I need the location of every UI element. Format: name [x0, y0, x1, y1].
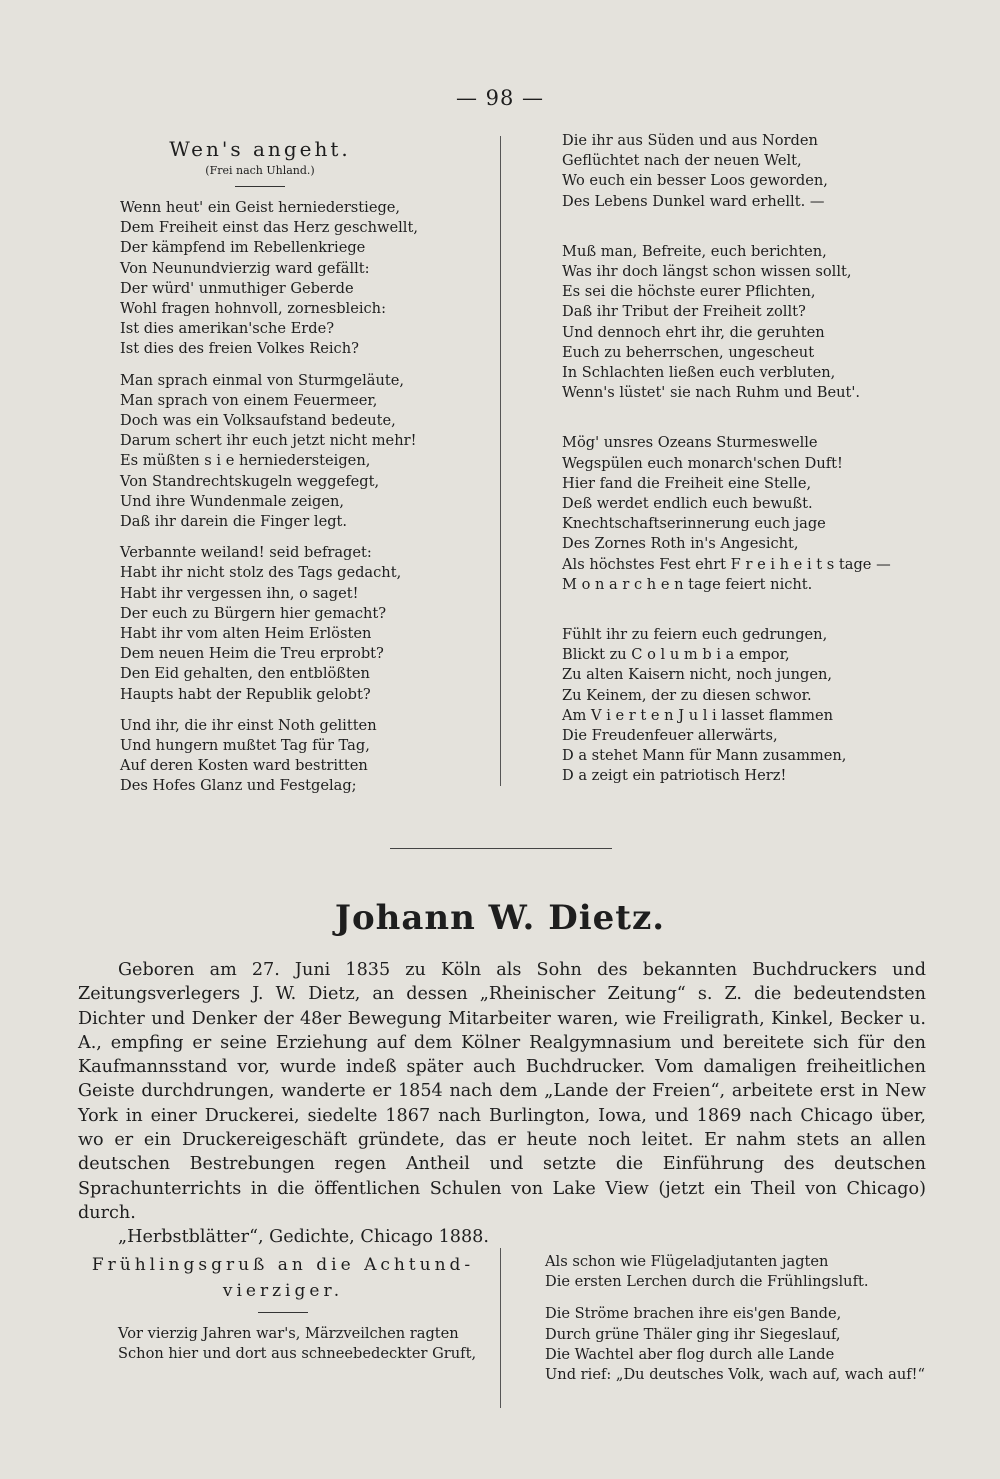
verse-line: D a stehet Mann für Mann zusammen,: [562, 747, 847, 765]
verse-line: Habt ihr vergessen ihn, o saget!: [120, 584, 359, 602]
stanza: [545, 1252, 945, 1292]
stanza: [120, 543, 400, 705]
poem2-title-line1: Frühlingsgruß an die Achtund-: [91, 1255, 475, 1275]
verse-line: Den Eid gehalten, den entblößten: [120, 665, 370, 683]
verse-line: Deß werdet endlich euch bewußt.: [562, 495, 813, 513]
poem1-right-column: [562, 131, 891, 798]
verse-line: Des Hofes Glanz und Festgelag;: [120, 777, 357, 795]
stanza: [120, 371, 417, 533]
poem1-subtitle: (Frei nach Uhland.): [205, 164, 315, 177]
verse-line: Es sei die höchste eurer Pflichten,: [562, 283, 816, 301]
verse-line: Der euch zu Bürgern hier gemacht?: [120, 604, 387, 622]
verse-line: Des Lebens Dunkel ward erhellt. —: [562, 192, 825, 210]
bio-source: „Herbstblätter“, Gedichte, Chicago 1888.: [118, 1227, 489, 1248]
poem2-title-line2: vierziger.: [222, 1281, 344, 1301]
stanza: [120, 716, 400, 797]
verse-line: D a zeigt ein patriotisch Herz!: [562, 767, 787, 785]
verse-line: Was ihr doch längst schon wissen sollt,: [562, 263, 852, 281]
stanza: [562, 242, 882, 404]
verse-line: Daß ihr darein die Finger legt.: [120, 513, 348, 531]
verse-line: Fühlt ihr zu feiern euch gedrungen,: [562, 626, 828, 644]
column-divider: [500, 136, 501, 786]
verse-line: Als höchstes Fest ehrt F r e i h e i t s tage —: [562, 555, 891, 573]
stanza: [120, 198, 418, 360]
verse-line: Vor vierzig Jahren war's, Märzveilchen ragten: [118, 1325, 459, 1342]
section-divider: [390, 848, 612, 849]
title-rule: [258, 1312, 308, 1313]
verse-line: Darum schert ihr euch jetzt nicht mehr!: [120, 432, 417, 450]
verse-line: Schon hier und dort aus schneebedeckter Gruft,: [118, 1345, 477, 1363]
verse-line: Man sprach einmal von Sturmgeläute,: [120, 371, 404, 389]
verse-line: Man sprach von einem Feuermeer,: [120, 391, 378, 409]
verse-line: Daß ihr Tribut der Freiheit zollt?: [562, 303, 806, 321]
verse-line: Die ihr aus Süden und aus Norden: [562, 132, 818, 149]
verse-line: Wo euch ein besser Loos geworden,: [562, 172, 828, 190]
poem1-title: Wen's angeht.: [169, 137, 351, 161]
verse-line: Habt ihr nicht stolz des Tags gedacht,: [120, 564, 402, 582]
column-divider: [500, 1248, 501, 1408]
poem1-left-column: [120, 136, 418, 808]
stanza: [562, 131, 882, 212]
verse-line: Blickt zu C o l u m b i a empor,: [562, 646, 790, 664]
verse-line: Und ihre Wundenmale zeigen,: [120, 492, 345, 510]
verse-line: Ist dies des freien Volkes Reich?: [120, 340, 359, 358]
verse-line: Wenn's lüstet' sie nach Ruhm und Beut'.: [562, 384, 861, 402]
verse-line: Haupts habt der Republik gelobt?: [120, 685, 371, 703]
bio-paragraph: Geboren am 27. Juni 1835 zu Köln als Sohn des bekannten Buchdruckers und Zeitungsverlegers J. W. Dietz, an dessen „Rheinischer Zeitung“ s. Z. die bedeutendsten Dichter und Denker der 48er Bewegung Mitarbeiter waren, wie Freiligrath, Kinkel, Becker u. A., empfing er seine Erziehung auf dem Kölner Realgymnasium und bereitete sich für den Kaufmannsstand vor, wurde indeß später auch Buchdrucker. Vom damaligen freiheitlichen Geiste durchdrungen, wanderte er 1854 nach dem „Lande der Freien“, arbeitete erst in New York in einer Druckerei, siedelte 1867 nach Burlington, Iowa, und 1869 nach Chicago über, wo er ein Druckereigeschäft gründete, das er heute noch leitet. Er nahm stets an allen deutschen Bestrebungen regen Antheil und setzte die Einführung des deutschen Sprachunterrichts in die öffentlichen Schulen von Lake View (jetzt ein Theil von Chicago) durch.: [78, 960, 926, 1223]
verse-line: Am V i e r t e n J u l i lasset flammen: [562, 706, 833, 724]
stanza: [562, 433, 891, 595]
verse-line: Hier fand die Freiheit eine Stelle,: [562, 474, 812, 492]
verse-line: Die Ströme brachen ihre eis'gen Bande,: [545, 1305, 842, 1323]
verse-line: Knechtschaftserinnerung euch jage: [562, 515, 826, 533]
verse-line: Geflüchtet nach der neuen Welt,: [562, 152, 802, 170]
verse-line: Dem Freiheit einst das Herz geschwellt,: [120, 219, 418, 237]
verse-line: Verbannte weiland! seid befraget:: [120, 544, 372, 562]
verse-line: Wegspülen euch monarch'schen Duft!: [562, 454, 843, 472]
verse-line: Die Wachtel aber flog durch alle Lande: [545, 1345, 835, 1363]
verse-line: Und dennoch ehrt ihr, die geruhten: [562, 323, 825, 341]
bio-text: [78, 958, 926, 1250]
verse-line: Von Neunundvierzig ward gefällt:: [120, 259, 370, 277]
bio-heading: Johann W. Dietz.: [334, 898, 666, 938]
verse-line: Der würd' unmuthiger Geberde: [120, 279, 354, 297]
stanza: [545, 1304, 945, 1385]
verse-line: Wohl fragen hohnvoll, zornesbleich:: [120, 300, 387, 318]
verse-line: Dem neuen Heim die Treu erprobt?: [120, 645, 384, 663]
verse-line: Und rief: „Du deutsches Volk, wach auf, wach auf!“: [545, 1366, 925, 1384]
verse-line: Euch zu beherrschen, ungescheut: [562, 343, 815, 361]
verse-line: Durch grüne Thäler ging ihr Siegeslauf,: [545, 1325, 841, 1343]
verse-line: Als schon wie Flügeladjutanten jagten: [545, 1253, 829, 1270]
verse-line: Der kämpfend im Rebellenkriege: [120, 239, 366, 257]
page-number: — 98 —: [455, 86, 545, 110]
verse-line: Auf deren Kosten ward bestritten: [120, 757, 368, 775]
verse-line: Mög' unsres Ozeans Sturmeswelle: [562, 434, 818, 452]
title-rule: [235, 186, 285, 187]
stanza: [88, 1324, 478, 1364]
poem2-right-column: [545, 1252, 945, 1396]
verse-line: Von Standrechtskugeln weggefegt,: [120, 472, 380, 490]
verse-line: Es müßten s i e herniedersteigen,: [120, 452, 371, 470]
verse-line: Habt ihr vom alten Heim Erlösten: [120, 625, 372, 643]
verse-line: Muß man, Befreite, euch berichten,: [562, 242, 827, 260]
verse-line: Wenn heut' ein Geist herniederstiege,: [120, 199, 401, 216]
stanza: [562, 625, 882, 787]
verse-line: Zu alten Kaisern nicht, noch jungen,: [562, 666, 833, 684]
verse-line: In Schlachten ließen euch verbluten,: [562, 364, 836, 382]
verse-line: Doch was ein Volksaufstand bedeute,: [120, 412, 396, 430]
verse-line: M o n a r c h e n tage feiert nicht.: [562, 575, 813, 593]
poem2-left-column: [88, 1252, 478, 1375]
verse-line: Die ersten Lerchen durch die Frühlingsluft.: [545, 1273, 869, 1291]
verse-line: Ist dies amerikan'sche Erde?: [120, 320, 335, 338]
verse-line: Und hungern mußtet Tag für Tag,: [120, 737, 370, 755]
verse-line: Zu Keinem, der zu diesen schwor.: [562, 686, 812, 704]
verse-line: Und ihr, die ihr einst Noth gelitten: [120, 716, 377, 734]
verse-line: Die Freudenfeuer allerwärts,: [562, 727, 778, 745]
verse-line: Des Zornes Roth in's Angesicht,: [562, 535, 799, 553]
